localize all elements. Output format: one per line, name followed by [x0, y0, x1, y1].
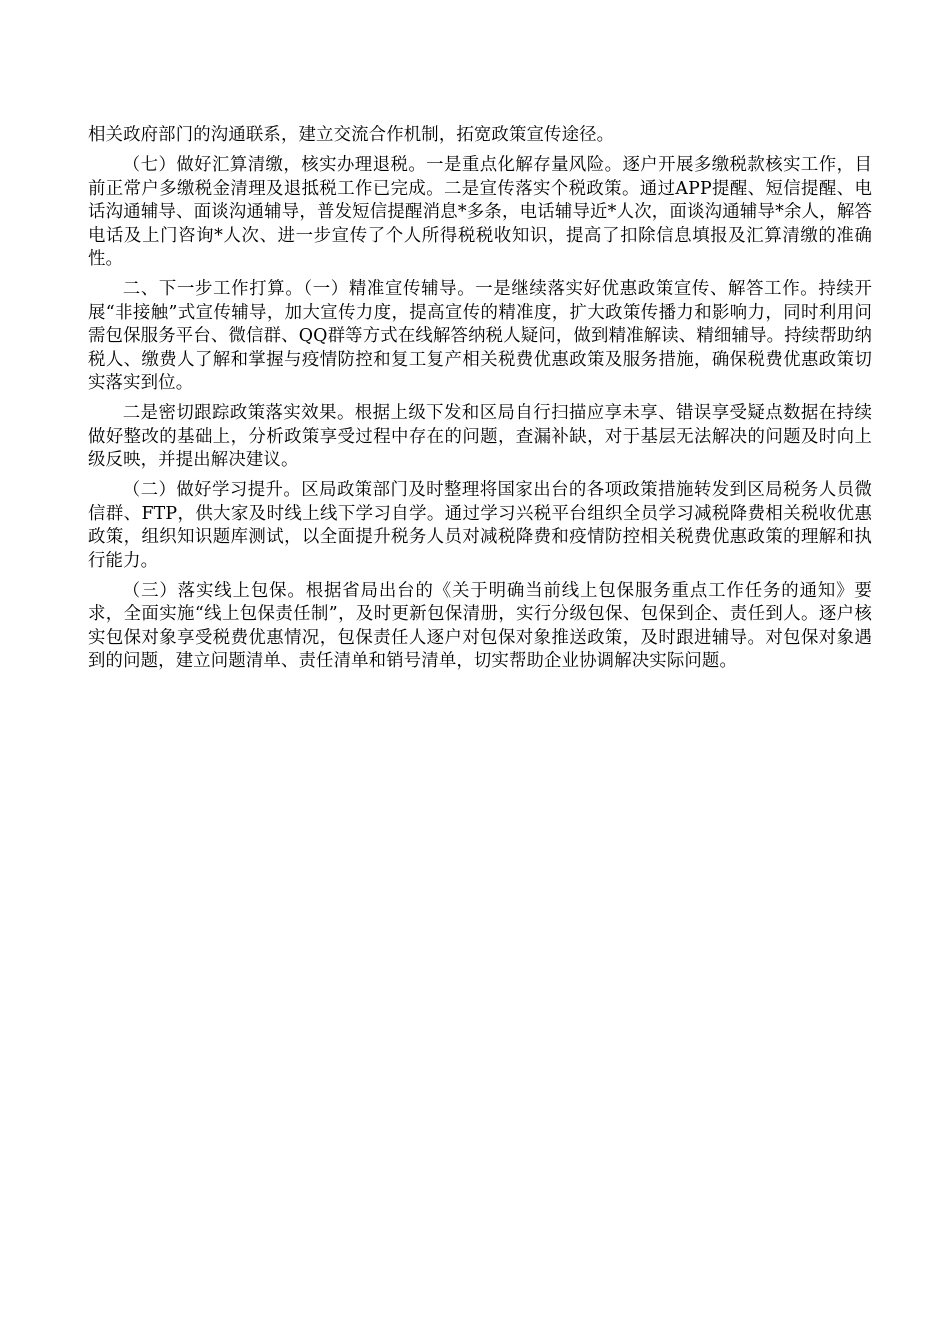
paragraph-next-steps: 二、下一步工作打算。（一）精准宣传辅导。一是继续落实好优惠政策宣传、解答工作。持续开展“非接触”式宣传辅导，加大宣传力度，提高宣传的精准度，扩大政策传播力和影响力，同时利用问需包保服务平台、微信群、QQ群等方式在线解答纳税人疑问，做到精准解读、精细辅导。持续帮助纳税人、缴费人了解和掌握与疫情防控和复工复产相关税费优惠政策及服务措施，确保税费优惠政策切实落实到位。 — [88, 279, 872, 393]
paragraph-online-service: （三）落实线上包保。根据省局出台的《关于明确当前线上包保服务重点工作任务的通知》要求，全面实施“线上包保责任制”，及时更新包保清册，实行分级包保、包保到企、责任到人。逐户核实包保对象享受税费优惠情况，包保责任人逐户对包保对象推送政策，及时跟进辅导。对包保对象遇到的问题，建立问题清单、责任清单和销号清单，切实帮助企业协调解决实际问题。 — [88, 580, 872, 671]
document-body — [88, 124, 872, 680]
paragraph-settlement-refund: （七）做好汇算清缴，核实办理退税。一是重点化解存量风险。逐户开展多缴税款核实工作，目前正常户多缴税金清理及退抵税工作已完成。二是宣传落实个税政策。通过APP提醒、短信提醒、电话沟通辅导、面谈沟通辅导，普发短信提醒消息*多条，电话辅导近*人次，面谈沟通辅导*余人，解答电话及上门咨询*人次、进一步宣传了个人所得税税收知识，提高了扣除信息填报及汇算清缴的准确性。 — [88, 155, 872, 269]
paragraph-policy-tracking: 二是密切跟踪政策落实效果。根据上级下发和区局自行扫描应享未享、错误享受疑点数据在持续做好整改的基础上，分析政策享受过程中存在的问题，查漏补缺，对于基层无法解决的问题及时向上级反映，并提出解决建议。 — [88, 403, 872, 470]
paragraph-continuation: 相关政府部门的沟通联系，建立交流合作机制，拓宽政策宣传途径。 — [88, 125, 615, 145]
paragraph-learning: （二）做好学习提升。区局政策部门及时整理将国家出台的各项政策措施转发到区局税务人员微信群、FTP，供大家及时线上线下学习自学。通过学习兴税平台组织全员学习减税降费相关税收优惠政策，组织知识题库测试，以全面提升税务人员对减税降费和疫情防控相关税费优惠政策的理解和执行能力。 — [88, 480, 872, 571]
